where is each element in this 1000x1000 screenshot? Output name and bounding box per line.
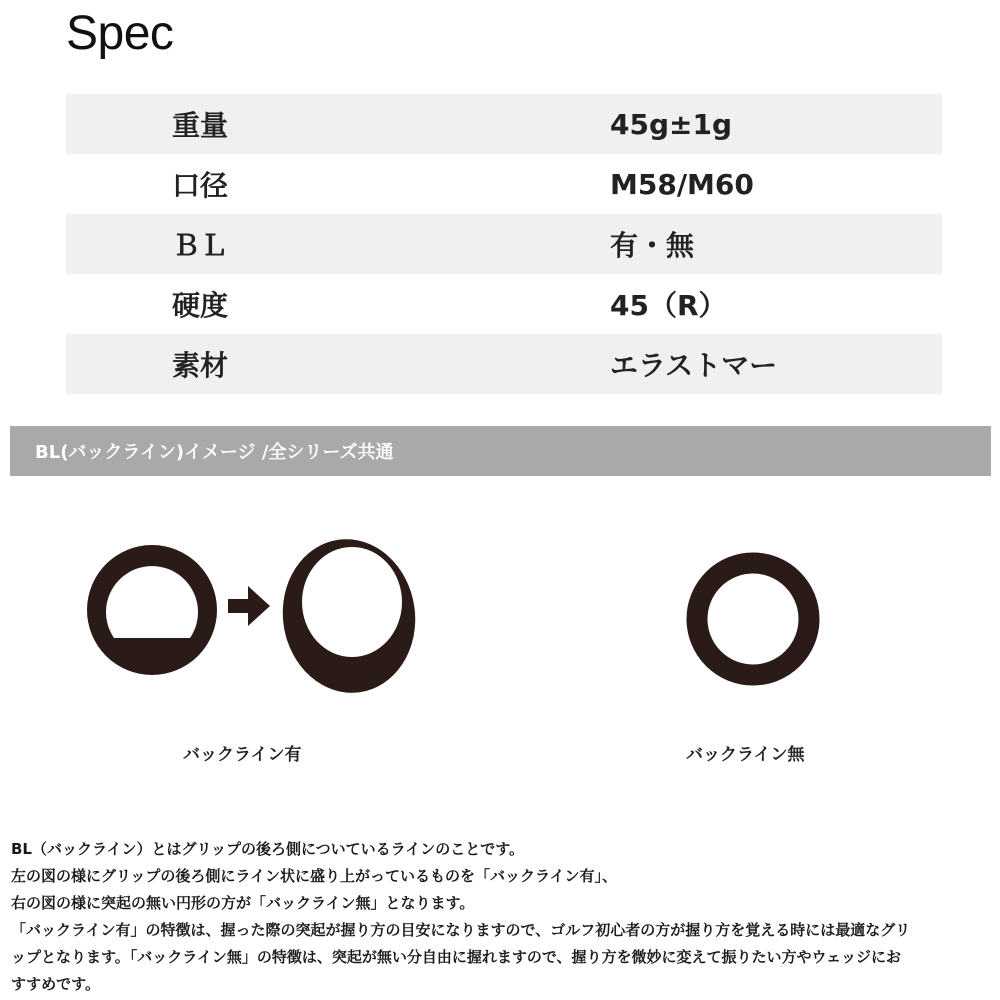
description-line: BL（バックライン）とはグリップの後ろ側についているラインのことです。 <box>11 840 524 858</box>
spec-label: 口径 <box>172 169 229 202</box>
spec-row-backline <box>66 214 942 274</box>
caption-with-backline: バックライン有 <box>183 745 302 765</box>
spec-label: 重量 <box>172 109 229 142</box>
grip-gripped-icon <box>273 538 420 698</box>
spec-value: エラストマー <box>610 349 778 382</box>
spec-row-material <box>66 334 942 394</box>
backline-without-illustration <box>682 548 824 690</box>
spec-value: M58/M60 <box>610 167 754 201</box>
ring-icon <box>697 563 809 675</box>
caption-without-backline: バックライン無 <box>686 745 805 765</box>
description-line: 「バックライン有」の特徴は、握った際の突起が握り方の目安になりますので、ゴルフ初心者の方が握り方を覚える時には最適なグリ <box>11 921 911 939</box>
backline-description <box>11 836 991 998</box>
description-line: すすめです。 <box>11 975 100 993</box>
spec-label: 素材 <box>172 349 229 382</box>
spec-row-bore <box>66 154 942 214</box>
spec-label: 硬度 <box>172 289 229 322</box>
grip-cross-section-icon <box>87 545 217 675</box>
spec-value: 45g±1g <box>610 107 732 141</box>
backline-with-illustration <box>80 538 420 698</box>
section-heading-bar: BL(バックライン)イメージ /全シリーズ共通 <box>10 426 991 476</box>
spec-label: ＢＬ <box>172 229 229 262</box>
spec-table <box>66 94 942 394</box>
page-title: Spec <box>66 7 174 60</box>
spec-row-weight <box>66 94 942 154</box>
spec-row-hardness <box>66 274 942 334</box>
description-line: ップとなります。「バックライン無」の特徴は、突起が無い分自由に握れますので、握り方を微妙に変えて振りたい方やウェッジにお <box>11 948 901 966</box>
spec-value: 有・無 <box>610 229 695 262</box>
description-line: 右の図の様に突起の無い円形の方が「バックライン無」となります。 <box>11 894 475 912</box>
arrow-right-icon <box>228 586 270 626</box>
spec-value: 45（R） <box>610 289 727 322</box>
description-line: 左の図の様にグリップの後ろ側にライン状に盛り上がっているものを「バックライン有」、 <box>11 867 618 885</box>
